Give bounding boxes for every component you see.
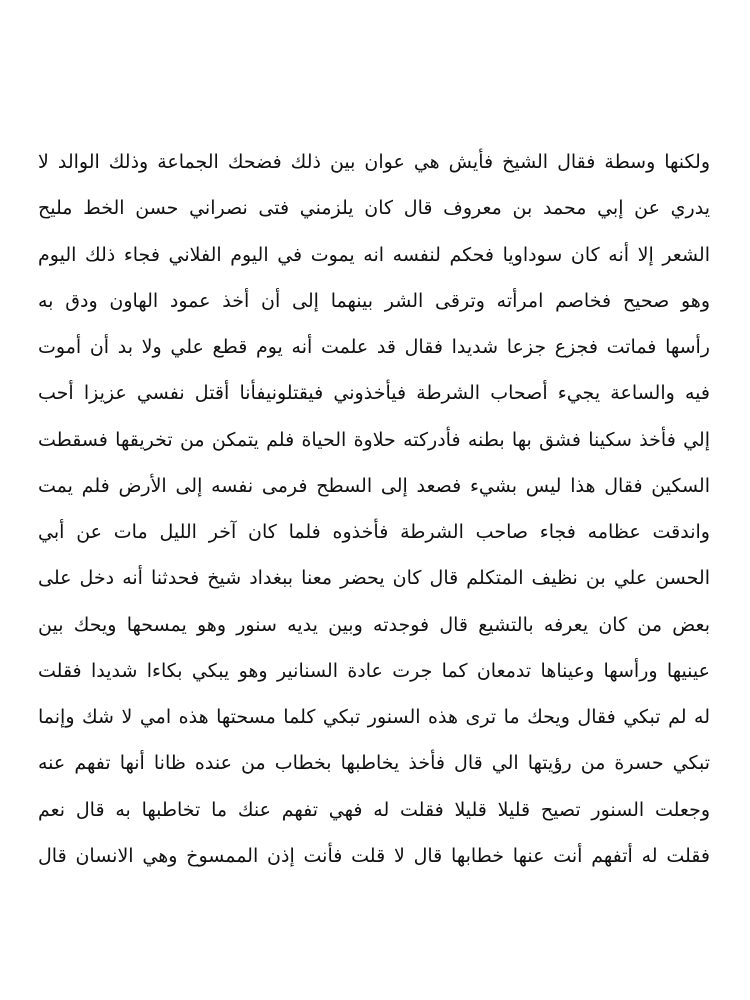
text-line: ولكنها وسطة فقال الشيخ فأيش هي عوان بين ذلك فضحك الجماعة وذلك الوالد لا: [38, 151, 710, 173]
text-line: السكين فقال هذا ليس بشيء فصعد إلى السطح فرمى نفسه إلى الأرض فلم يمت: [38, 474, 710, 497]
text-line: له لم تبكي فقال ويحك ما ترى هذه السنور تبكي كلما مسحتها هذه امي لا شك وإنما: [38, 706, 710, 728]
text-line: عينيها ورأسها وعيناها تدمعان كما جرت عادة السنانير وهو يبكي بكاءا شديدا فقلت: [38, 659, 710, 682]
text-line: فيه والساعة يجيء أصحاب الشرطة فيأخذوني فيقتلونيفأنا أقتل نفسي عزيزا أحب: [38, 382, 710, 405]
text-line: الحسن علي بن نظيف المتكلم قال كان يحضر معنا ببغداد شيخ فحدثنا أنه دخل على: [38, 567, 710, 590]
text-line: واندقت عظامه فجاء صاحب الشرطة فأخذوه فلما كان آخر الليل مات عن أبي: [38, 521, 710, 543]
text-line: تبكي حسرة من رؤيتها الي قال فأخذ يخاطبها بخطاب من عنده ظانا أنها تفهم عنه: [38, 752, 710, 775]
arabic-text-block: [38, 139, 710, 879]
text-line: وجعلت السنور تصيح قليلا قليلا فقلت له فهي تفهم عنك ما تخاطبها به قال نعم: [38, 798, 710, 821]
text-line: يدري عن إبي محمد بن معروف قال كان يلزمني فتى نصراني حسن الخط مليح: [38, 197, 710, 220]
text-line: إلي فأخذ سكينا فشق بها بطنه فأدركته حلاوة الحياة فلم يتمكن من تخريقها فسقطت: [38, 428, 710, 451]
text-line: وهو صحيح فخاصم امرأته وترقى الشر بينهما إلى أن أخذ عمود الهاون ودق به: [38, 289, 710, 312]
text-line: الشعر إلا أنه كان سوداويا فحكم لنفسه انه يموت في اليوم الفلاني فجاء ذلك اليوم: [38, 243, 710, 266]
text-line: بعض من كان يعرفه بالتشيع قال فوجدته وبين يديه سنور وهو يمسحها ويحك بين: [38, 613, 710, 636]
text-line: رأسها فماتت فجزع جزعا شديدا فقال قد علمت أنه يوم قطع علي ولا بد أن أموت: [38, 336, 710, 358]
text-line: فقلت له أتفهم أنت عنها خطابها قال لا قلت فأنت إذن الممسوخ وهي الانسان قال: [38, 844, 710, 867]
